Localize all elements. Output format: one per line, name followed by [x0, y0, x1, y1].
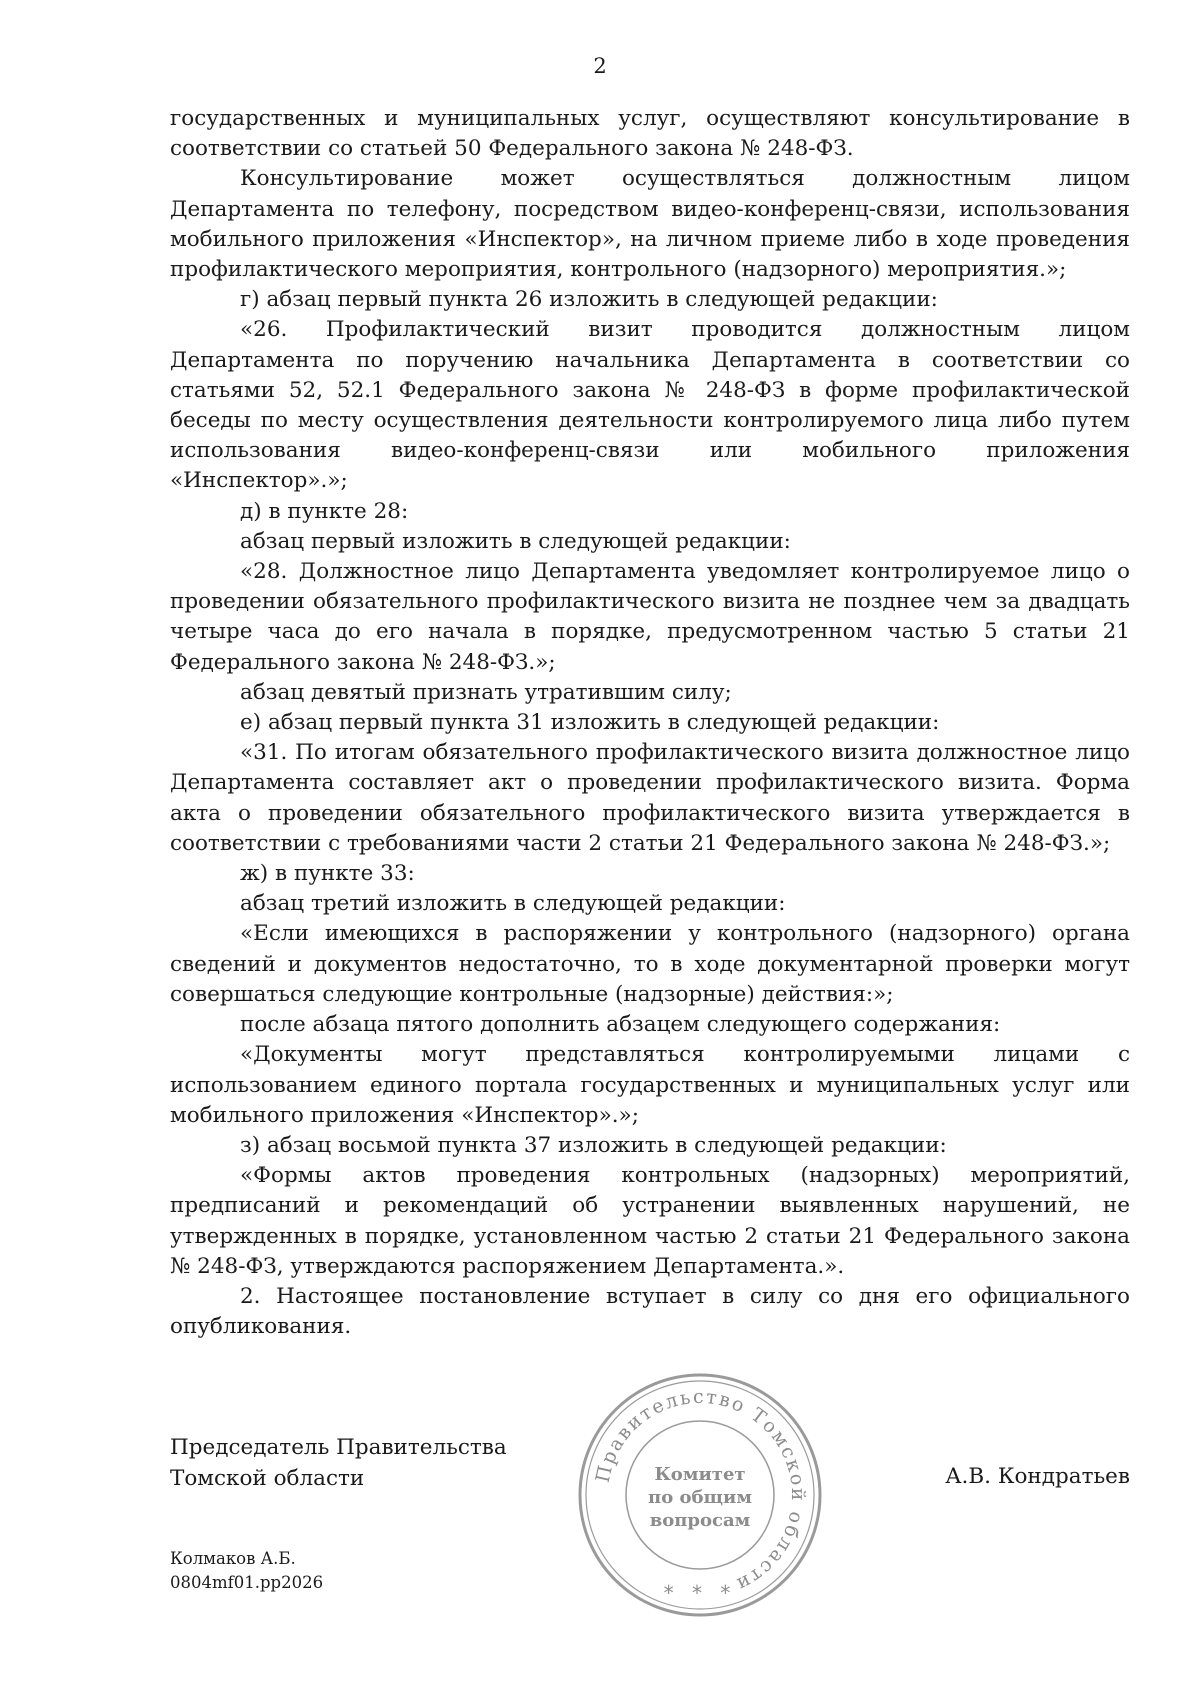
paragraph: 2. Настоящее постановление вступает в силу со дня его официального опубликования. — [170, 1283, 1130, 1340]
paragraph: абзац третий изложить в следующей редакции: — [240, 891, 786, 917]
seal-outer-text: Правительство Томской области — [591, 1385, 810, 1597]
paragraph: «Если имеющихся в распоряжении у контрольного (надзорного) органа сведений и документов недостаточно, то в ходе документарной проверки могут совершаться следующие контрольные (надзорные) действия:»; — [170, 921, 1130, 1007]
paragraph: государственных и муниципальных услуг, осуществляют консультирование в соответствии со статьей 50 Федерального закона № 248-ФЗ. — [170, 106, 1130, 162]
paragraph: «28. Должностное лицо Департамента уведомляет контролируемое лицо о проведении обязательного профилактического визита не позднее чем за двадцать четыре часа до его начала в порядке, предусмотренном частью 5 статьи 21 Федерального закона № 248-ФЗ.»; — [170, 559, 1130, 675]
paragraph: «Формы актов проведения контрольных (надзорных) мероприятий, предписаний и рекомендаций об устранении выявленных нарушений, не утвержденных в порядке, установленном частью 2 статьи 21 Федерального закона № 248-ФЗ, утверждаются распоряжением Департамента.». — [170, 1163, 1130, 1279]
seal-stars: * * * — [663, 1581, 737, 1605]
paragraph: з) абзац восьмой пункта 37 изложить в следующей редакции: — [240, 1132, 947, 1158]
signatory-title-line: Томской области — [170, 1466, 365, 1491]
paragraph: абзац первый изложить в следующей редакции: — [240, 528, 791, 554]
page-number: 2 — [593, 54, 607, 78]
seal-inner-text: по общим — [648, 1487, 752, 1508]
paragraph: абзац девятый признать утратившим силу; — [240, 679, 732, 705]
official-seal — [575, 1370, 825, 1620]
signatory-title — [170, 1432, 507, 1494]
document-body — [170, 104, 1130, 1342]
signatory-title-line: Председатель Правительства — [170, 1435, 507, 1460]
paragraph: г) абзац первый пункта 26 изложить в следующей редакции: — [240, 287, 938, 313]
executor-name: Колмаков А.Б. — [170, 1549, 296, 1568]
file-code: 0804mf01.pp2026 — [170, 1573, 324, 1592]
seal-inner-text: Комитет — [654, 1464, 746, 1485]
paragraph: д) в пункте 28: — [240, 498, 409, 524]
seal-inner-text: вопросам — [649, 1510, 751, 1531]
paragraph: «Документы могут представляться контролируемыми лицами с использованием единого портала государственных и муниципальных услуг или мобильного приложения «Инспектор».»; — [170, 1042, 1130, 1128]
paragraph: «31. По итогам обязательного профилактического визита должностное лицо Департамента составляет акт о проведении профилактического визита. Форма акта о проведении обязательного профилактического визита утверждается в соответствии с требованиями части 2 статьи 21 Федерального закона № 248-ФЗ.»; — [170, 740, 1130, 856]
paragraph: «26. Профилактический визит проводится должностным лицом Департамента по поручению начальника Департамента в соответствии со статьями 52, 52.1 Федерального закона № 248-ФЗ в форме профилактической беседы по месту осуществления деятельности контролируемого лица либо путем использования видео-конференц-связи или мобильного приложения «Инспектор».»; — [170, 317, 1130, 494]
paragraph: Консультирование может осуществляться должностным лицом Департамента по телефону, посредством видео-конференц-связи, использования мобильного приложения «Инспектор», на личном приеме либо в ходе проведения профилактического мероприятия, контрольного (надзорного) мероприятия.»; — [170, 166, 1130, 283]
signatory-name: А.В. Кондратьев — [945, 1464, 1130, 1489]
paragraph: ж) в пункте 33: — [240, 861, 415, 887]
paragraph: е) абзац первый пункта 31 изложить в следующей редакции: — [240, 710, 940, 736]
document-footer — [170, 1547, 323, 1595]
paragraph: после абзаца пятого дополнить абзацем следующего содержания: — [240, 1012, 1001, 1038]
